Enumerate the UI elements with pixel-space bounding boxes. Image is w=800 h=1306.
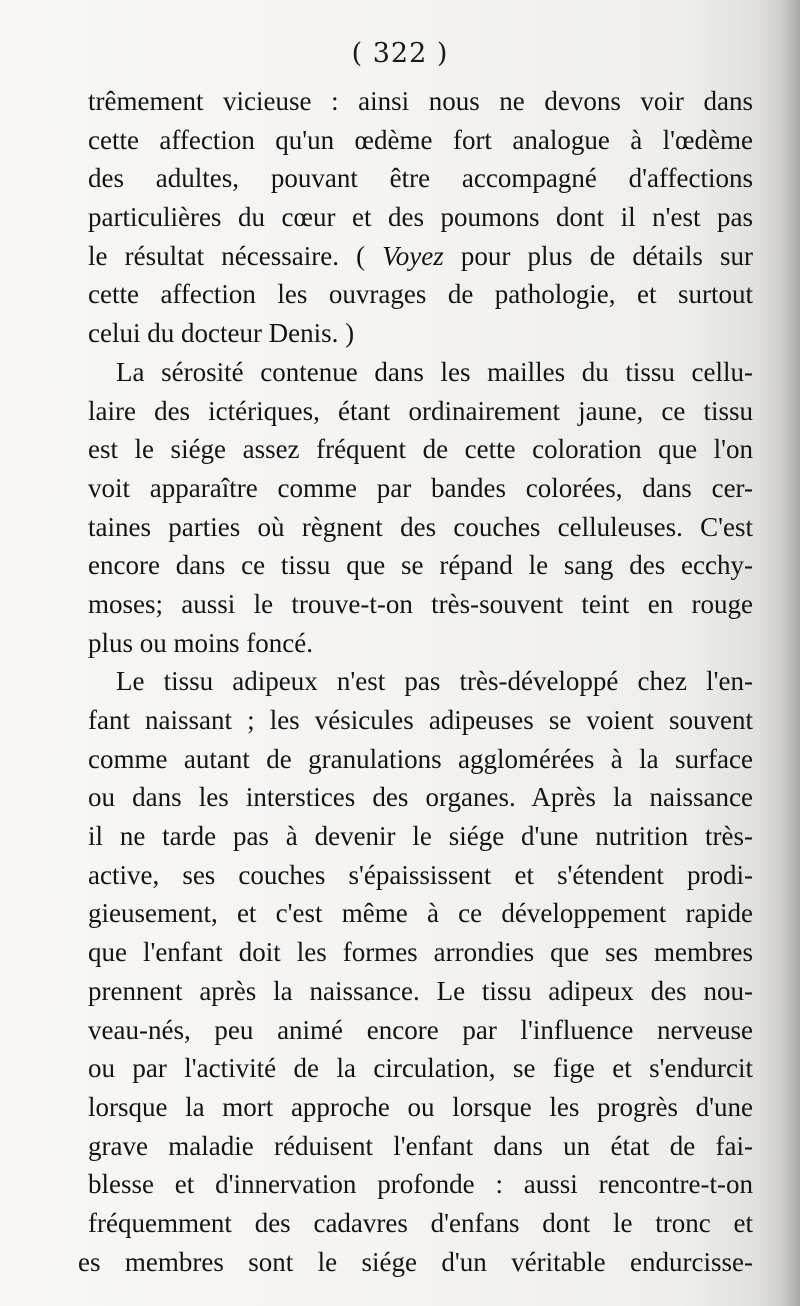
text-line: est le siége assez fréquent de cette coloration que l'on [88, 434, 753, 465]
text-line: fant naissant ; les vésicules adipeuses se voient souvent [88, 705, 753, 735]
text-line: comme autant de granulations agglomérées à la surface [88, 743, 753, 774]
text-line: Le tissu adipeux n'est pas très-développé chez l'en- [116, 666, 753, 697]
text-line: active, ses couches s'épaississent et s'étendent prodi- [88, 859, 753, 890]
text-line-with-italic: le résultat nécessaire. ( Voyez pour plus de détails sur [88, 240, 754, 271]
text-line: gieusement, et c'est même à ce développement rapide [88, 898, 753, 929]
page-number: ( 322 ) [351, 38, 449, 69]
text-line: La sérosité contenue dans les mailles du tissu cellu- [116, 356, 753, 387]
text-line: moses; aussi le trouve-t-on très-souvent teint en rouge [88, 588, 753, 619]
text-line: que l'enfant doit les formes arrondies que ses membres [88, 937, 753, 968]
text-line: ou par l'activité de la circulation, se fige et s'endurcit [88, 1053, 753, 1084]
text-line: grave maladie réduisent l'enfant dans un état de fai- [88, 1130, 753, 1161]
text-line: trêmement vicieuse : ainsi nous ne devons voir dans [88, 86, 753, 116]
paragraph-1 [88, 82, 753, 353]
text-line: des adultes, pouvant être accompagné d'affections [88, 163, 753, 194]
text-line: cette affection qu'un œdème fort analogue à l'œdème [88, 124, 753, 155]
text-line: cette affection les ouvrages de pathologie, et surtout [88, 279, 753, 310]
text-line: prennent après la naissance. Le tissu adipeux des nou- [88, 975, 753, 1006]
text-line: veau-nés, peu animé encore par l'influence nerveuse [88, 1014, 753, 1045]
text-line: fréquemment des cadavres d'enfans dont le tronc et [88, 1207, 753, 1238]
paragraph-2 [88, 353, 753, 663]
paragraph-3 [78, 662, 753, 1281]
text-line: plus ou moins foncé. [88, 627, 313, 658]
italic-word: Voyez [382, 240, 444, 271]
text-line: blesse et d'innervation profonde : aussi rencontre-t-on [88, 1169, 753, 1200]
text-line: laire des ictériques, étant ordinairement jaune, ce tissu [88, 395, 753, 426]
text-line: celui du docteur Denis. ) [88, 318, 355, 349]
text-line: lorsque la mort approche ou lorsque les progrès d'une [88, 1091, 753, 1122]
body-text [78, 82, 754, 1281]
text-line: particulières du cœur et des poumons dont il n'est pas [88, 202, 753, 233]
text-line: encore dans ce tissu que se répand le sang des ecchy- [88, 550, 753, 581]
page-edge-shadow [758, 0, 800, 1306]
text-line: il ne tarde pas à devenir le siége d'une nutrition très- [88, 821, 753, 852]
text-line: taines parties où règnent des couches celluleuses. C'est [88, 511, 753, 542]
text-line: voit apparaître comme par bandes colorées, dans cer- [88, 472, 753, 503]
text-line: es membres sont le siége d'un véritable endurcisse- [78, 1246, 753, 1277]
text-line: ou dans les interstices des organes. Après la naissance [88, 782, 753, 813]
